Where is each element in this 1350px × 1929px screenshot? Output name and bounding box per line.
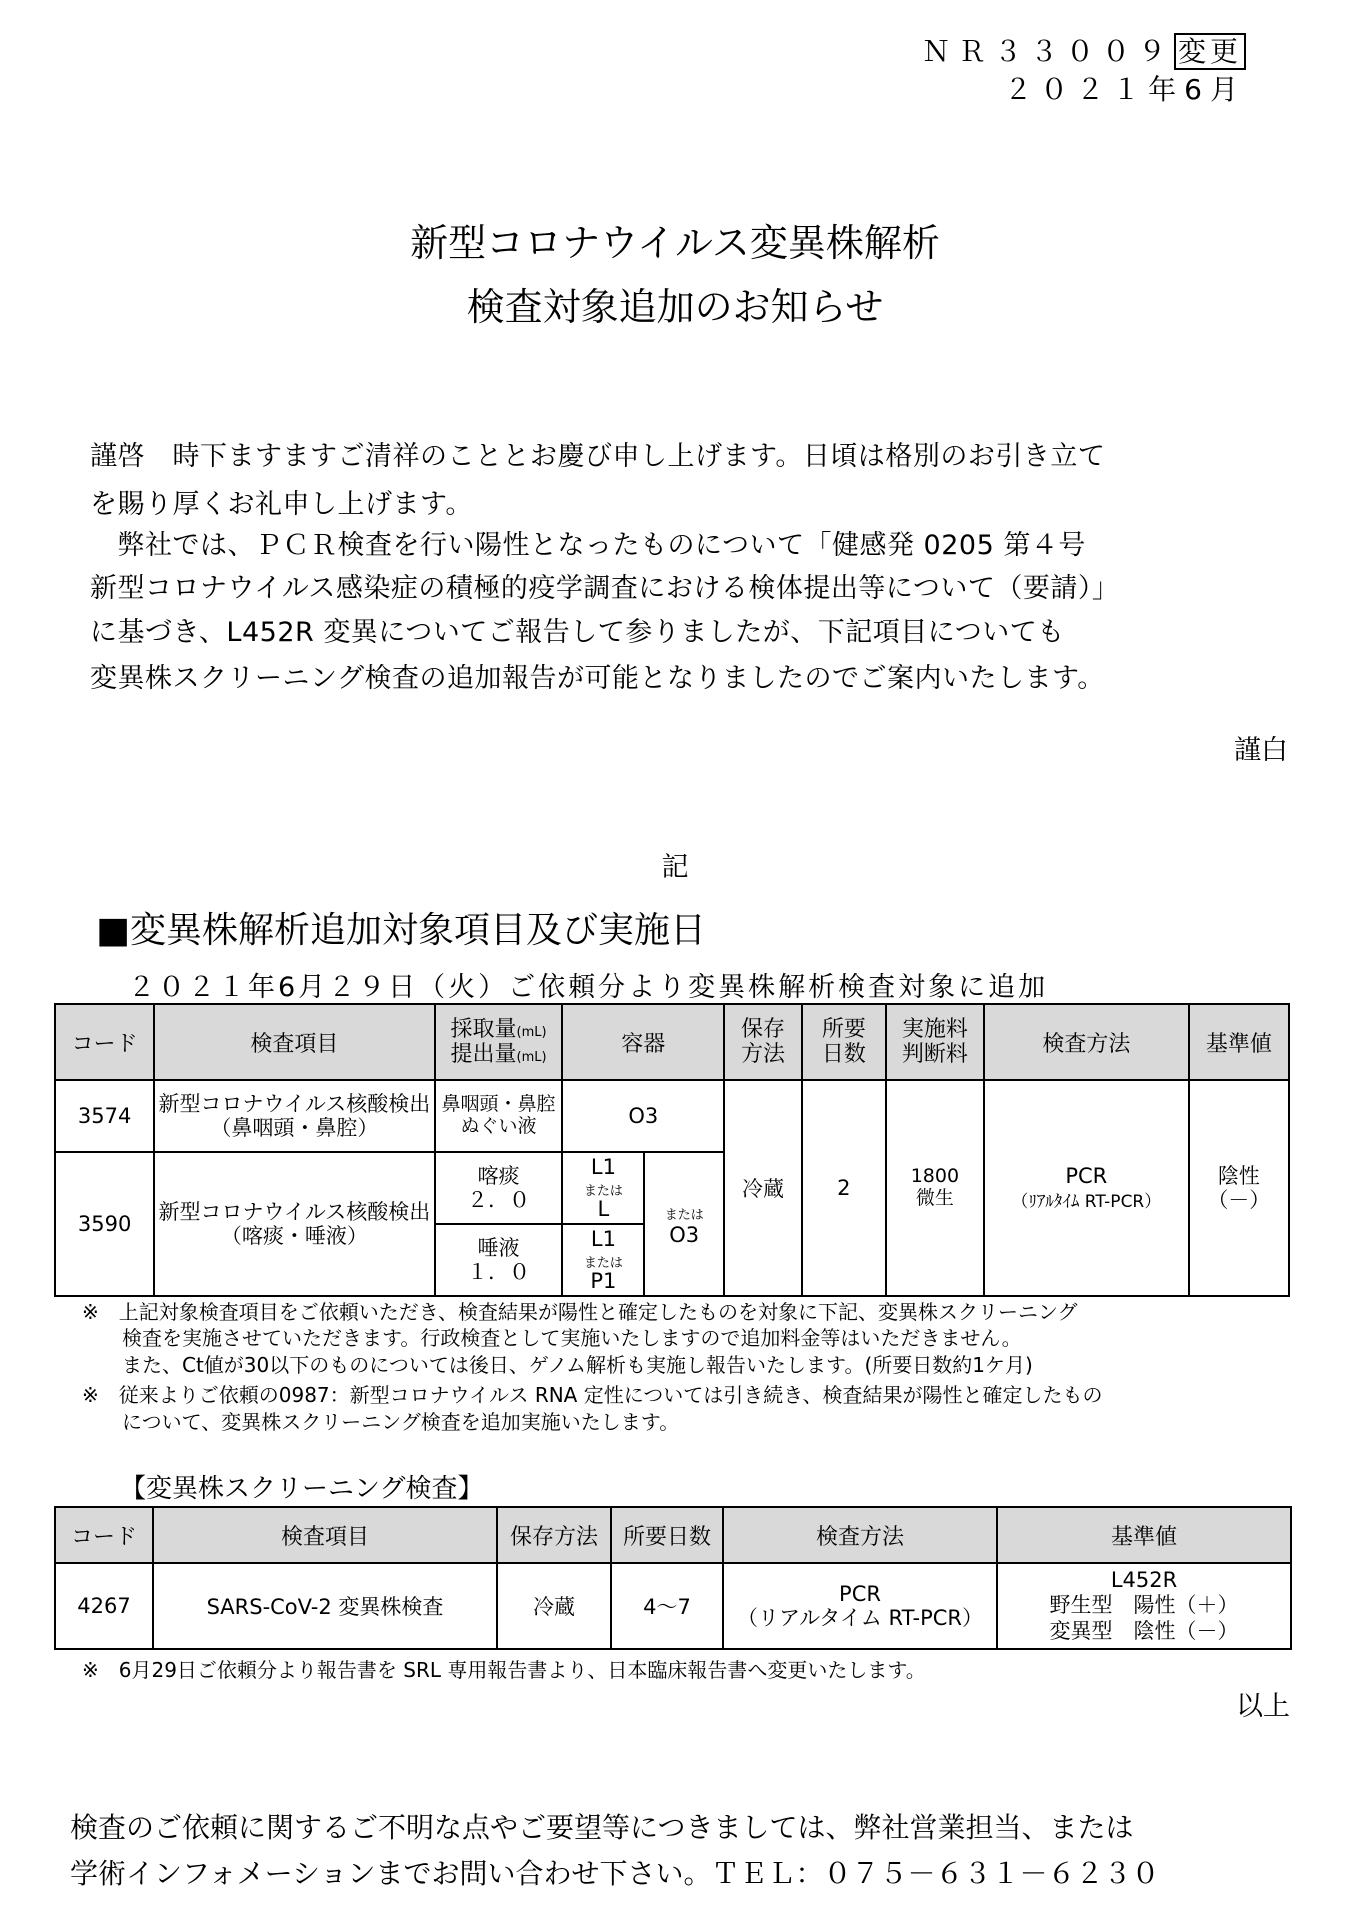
th2-storage: 保存方法 [497,1507,611,1563]
body-line-6: 変異株スクリーニング検査の追加報告が可能となりましたのでご案内いたします。 [90,663,1105,694]
body-line-5: に基づき、L452R 変異についてご報告して参りましたが、下記項目についても [90,617,1065,648]
table-header-row [55,1507,1291,1563]
ki-heading: 記 [661,852,689,883]
th-volume: 採取量(mL) 提出量(mL) [435,1004,563,1080]
note3: ※ 6月29日ご依頼分より報告書を SRL 専用報告書より、日本臨床報告書へ変更いたします。 [82,1658,926,1682]
cell-container-alt: または O3 [644,1152,724,1296]
cell-container-saliva: L1 または P1 [562,1224,644,1296]
footer-line-2: 学術インフォメーションまでお問い合わせ下さい。ＴＥＬ：０７５－６３１－６２３０ [70,1857,1160,1890]
cell-volume-3574: 鼻咽頭・鼻腔 ぬぐい液 [435,1080,563,1152]
cell-item-4267: SARS-CoV-2 変異株検査 [153,1563,497,1649]
title-line-2: 検査対象追加のお知らせ [466,285,884,329]
cell-days-4267: 4～7 [611,1563,723,1649]
cell-fee: 1800 微生 [886,1080,984,1296]
th2-item: 検査項目 [153,1507,497,1563]
th-container: 容器 [562,1004,724,1080]
ijou: 以上 [1236,1691,1290,1722]
th-code: コード [55,1004,154,1080]
document-number-code: ＮＲ３３００９ [921,35,1174,68]
th2-method: 検査方法 [723,1507,997,1563]
cell-saliva: 唾液 １．０ [435,1224,563,1296]
cell-reference-4267: L452R 野生型 陽性（＋） 変異型 陰性（－） [997,1563,1291,1649]
note1-line-2: 検査を実施させていただきます。行政検査として実施いたしますので追加料金等はいただきません。 [122,1326,1022,1350]
table-row [55,1080,1289,1152]
note1-line-3: また、Ct値が30以下のものについては後日、ゲノム解析も実施し報告いたします。(所要日数約1ケ月) [122,1353,1033,1377]
target-items-table [54,1003,1290,1297]
cell-sputum: 喀痰 ２．０ [435,1152,563,1224]
note2-line-1: ※ 従来よりご依頼の0987：新型コロナウイルス RNA 定性については引き続き、検査結果が陽性と確定したもの [82,1383,1103,1407]
body-line-3: 弊社では、ＰＣＲ検査を行い陽性となったものについて「健感発 0205 第４号 [90,530,1086,561]
cell-storage-4267: 冷蔵 [497,1563,611,1649]
section1-subheading: ２０２１年6月２９日（火）ご依頼分より変異株解析検査対象に追加 [128,972,1049,1003]
cell-item-3574: 新型コロナウイルス核酸検出 （鼻咽頭・鼻腔） [154,1080,434,1152]
cell-container-sputum: L1 または L [562,1152,644,1224]
th-reference: 基準値 [1189,1004,1289,1080]
cell-code-4267: 4267 [55,1563,153,1649]
title-line-1: 新型コロナウイルス変異株解析 [410,221,940,265]
cell-code-3574: 3574 [55,1080,154,1152]
th-days: 所要 日数 [802,1004,886,1080]
cell-storage: 冷蔵 [724,1080,802,1296]
cell-days: 2 [802,1080,886,1296]
body-line-2: を賜り厚くお礼申し上げます。 [90,489,473,520]
cell-item-3590: 新型コロナウイルス核酸検出 （喀痰・唾液） [154,1152,434,1296]
screening-table [54,1506,1292,1650]
footer-line-1: 検査のご依頼に関するご不明な点やご要望等につきましては、弊社営業担当、または [70,1811,1134,1844]
cell-code-3590: 3590 [55,1152,154,1296]
th2-days: 所要日数 [611,1507,723,1563]
screening-heading: 【変異株スクリーニング検査】 [120,1474,484,1504]
body-line-4: 新型コロナウイルス感染症の積極的疫学調査における検体提出等について（要請）」 [90,573,1120,604]
document-date: ２０２１年6月 [1004,73,1246,106]
th-method: 検査方法 [984,1004,1189,1080]
th-storage: 保存 方法 [724,1004,802,1080]
cell-reference: 陰性 （－） [1189,1080,1289,1296]
change-badge: 変更 [1174,33,1246,70]
cell-method-4267: PCR （リアルタイム RT-PCR） [723,1563,997,1649]
body-line-1: 謹啓 時下ますますご清祥のこととお慶び申し上げます。日頃は格別のお引き立て [90,441,1106,472]
th-fee: 実施料 判断料 [886,1004,984,1080]
th-item: 検査項目 [154,1004,434,1080]
cell-container-3574: O3 [562,1080,724,1152]
th2-reference: 基準値 [997,1507,1291,1563]
note2-line-2: について、変異株スクリーニング検査を追加実施いたします。 [122,1410,680,1434]
document-number [922,30,1246,70]
closing-kinpaku: 謹白 [1234,735,1288,766]
note1-line-1: ※ 上記対象検査項目をご依頼いただき、検査結果が陽性と確定したものを対象に下記、変異株スクリーニング [82,1300,1078,1324]
th2-code: コード [55,1507,153,1563]
table-header-row [55,1004,1289,1080]
cell-method: PCR （ﾘｱﾙﾀｲﾑ RT-PCR） [984,1080,1189,1296]
table-row [55,1563,1291,1649]
section1-heading: ■変異株解析追加対象項目及び実施日 [96,910,707,951]
